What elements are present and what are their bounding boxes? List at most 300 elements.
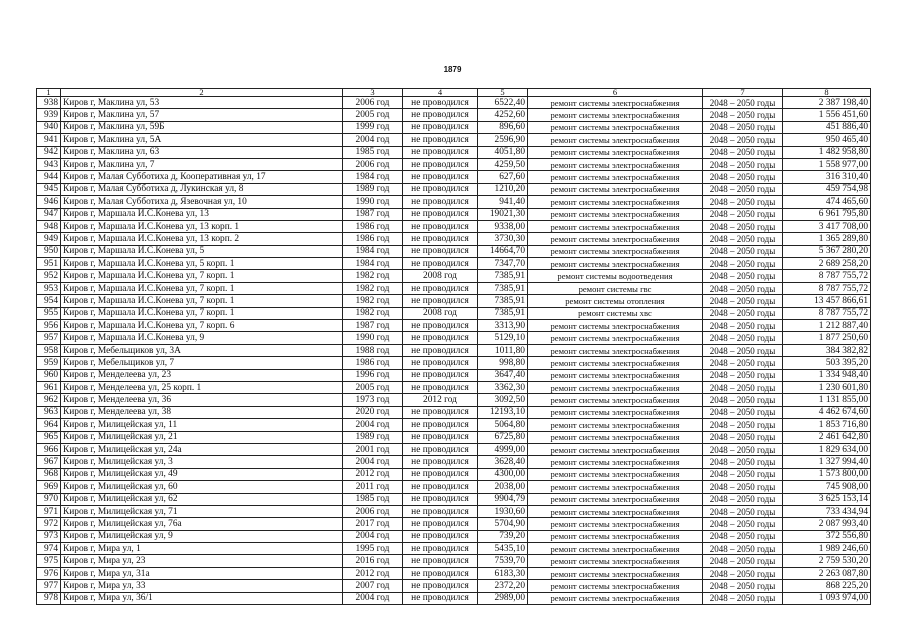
total-area-cell: 9904,79 [478,493,528,505]
table-row [37,555,871,567]
header-cell: 8 [783,89,871,97]
work-type-cell: ремонт системы электроснабжения [528,381,703,393]
address-cell: Киров г, Маршала И.С.Конева ул, 7 корп. 1 [61,282,343,294]
estimated-cost-cell: 1 334 948,40 [783,369,871,381]
total-area-cell: 14664,70 [478,245,528,257]
total-area-cell: 4259,50 [478,158,528,170]
total-area-cell: 3730,30 [478,233,528,245]
total-area-cell: 1210,20 [478,183,528,195]
planned-period-cell: 2048 – 2050 годы [703,530,783,542]
year-built-cell: 2001 год [343,443,403,455]
work-type-cell: ремонт системы электроснабжения [528,357,703,369]
table-row [37,320,871,332]
row-number-cell: 960 [37,369,61,381]
last-repair-year-cell: не проводился [403,592,478,604]
estimated-cost-cell: 1 093 974,00 [783,592,871,604]
planned-period-cell: 2048 – 2050 годы [703,146,783,158]
table-row [37,357,871,369]
year-built-cell: 1988 год [343,344,403,356]
work-type-cell: ремонт системы электроснабжения [528,146,703,158]
year-built-cell: 2004 год [343,456,403,468]
estimated-cost-cell: 2 263 087,80 [783,567,871,579]
year-built-cell: 2004 год [343,134,403,146]
work-type-cell: ремонт системы электроснабжения [528,220,703,232]
year-built-cell: 2017 год [343,518,403,530]
row-number-cell: 969 [37,481,61,493]
address-cell: Киров г, Милицейская ул, 21 [61,431,343,443]
estimated-cost-cell: 8 787 755,72 [783,307,871,319]
table-row [37,134,871,146]
table-body [37,97,871,605]
last-repair-year-cell: не проводился [403,567,478,579]
work-type-cell: ремонт системы электроснабжения [528,233,703,245]
row-number-cell: 950 [37,245,61,257]
total-area-cell: 6183,30 [478,567,528,579]
total-area-cell: 7385,91 [478,307,528,319]
estimated-cost-cell: 1 556 451,60 [783,109,871,121]
row-number-cell: 978 [37,592,61,604]
last-repair-year-cell: не проводился [403,419,478,431]
table-row [37,282,871,294]
row-number-cell: 940 [37,121,61,133]
total-area-cell: 1011,80 [478,344,528,356]
work-type-cell: ремонт системы электроснабжения [528,543,703,555]
table-row [37,109,871,121]
row-number-cell: 976 [37,567,61,579]
total-area-cell: 6725,80 [478,431,528,443]
row-number-cell: 962 [37,394,61,406]
estimated-cost-cell: 2 461 642,80 [783,431,871,443]
planned-period-cell: 2048 – 2050 годы [703,518,783,530]
table-row [37,456,871,468]
row-number-cell: 961 [37,381,61,393]
planned-period-cell: 2048 – 2050 годы [703,171,783,183]
planned-period-cell: 2048 – 2050 годы [703,196,783,208]
address-cell: Киров г, Маклина ул, 53 [61,97,343,109]
row-number-cell: 968 [37,468,61,480]
row-number-cell: 945 [37,183,61,195]
estimated-cost-cell: 5 367 280,20 [783,245,871,257]
work-type-cell: ремонт системы электроснабжения [528,258,703,270]
table-row [37,567,871,579]
work-type-cell: ремонт системы электроснабжения [528,468,703,480]
year-built-cell: 1982 год [343,282,403,294]
last-repair-year-cell: не проводился [403,406,478,418]
address-cell: Киров г, Мира ул, 31а [61,567,343,579]
address-cell: Киров г, Малая Субботиха д, Язевочная ул, 10 [61,196,343,208]
header-cell: 1 [37,89,61,97]
planned-period-cell: 2048 – 2050 годы [703,543,783,555]
row-number-cell: 973 [37,530,61,542]
total-area-cell: 3313,90 [478,320,528,332]
header-cell: 4 [403,89,478,97]
address-cell: Киров г, Мира ул, 23 [61,555,343,567]
planned-period-cell: 2048 – 2050 годы [703,456,783,468]
total-area-cell: 4051,80 [478,146,528,158]
address-cell: Киров г, Менделеева ул, 25 корп. 1 [61,381,343,393]
address-cell: Киров г, Менделеева ул, 23 [61,369,343,381]
work-type-cell: ремонт системы электроснабжения [528,456,703,468]
last-repair-year-cell: не проводился [403,357,478,369]
estimated-cost-cell: 8 787 755,72 [783,282,871,294]
work-type-cell: ремонт системы электроснабжения [528,344,703,356]
row-number-cell: 970 [37,493,61,505]
year-built-cell: 1973 год [343,394,403,406]
last-repair-year-cell: не проводился [403,543,478,555]
header-cell: 5 [478,89,528,97]
estimated-cost-cell: 2 759 530,20 [783,555,871,567]
address-cell: Киров г, Мира ул, 33 [61,580,343,592]
year-built-cell: 1990 год [343,196,403,208]
address-cell: Киров г, Милицейская ул, 60 [61,481,343,493]
table-row [37,468,871,480]
total-area-cell: 739,20 [478,530,528,542]
last-repair-year-cell: не проводился [403,158,478,170]
total-area-cell: 5064,80 [478,419,528,431]
work-type-cell: ремонт системы электроснабжения [528,320,703,332]
work-type-cell: ремонт системы электроснабжения [528,505,703,517]
planned-period-cell: 2048 – 2050 годы [703,369,783,381]
total-area-cell: 941,40 [478,196,528,208]
row-number-cell: 939 [37,109,61,121]
estimated-cost-cell: 384 382,82 [783,344,871,356]
planned-period-cell: 2048 – 2050 годы [703,505,783,517]
year-built-cell: 1989 год [343,183,403,195]
year-built-cell: 1986 год [343,357,403,369]
total-area-cell: 7347,70 [478,258,528,270]
planned-period-cell: 2048 – 2050 годы [703,258,783,270]
last-repair-year-cell: не проводился [403,344,478,356]
work-type-cell: ремонт системы электроснабжения [528,121,703,133]
estimated-cost-cell: 6 961 795,80 [783,208,871,220]
address-cell: Киров г, Маклина ул, 7 [61,158,343,170]
year-built-cell: 2004 год [343,592,403,604]
planned-period-cell: 2048 – 2050 годы [703,468,783,480]
last-repair-year-cell: не проводился [403,456,478,468]
table-row [37,543,871,555]
total-area-cell: 12193,10 [478,406,528,418]
address-cell: Киров г, Маршала И.С.Конева ул, 7 корп. 1 [61,295,343,307]
row-number-cell: 956 [37,320,61,332]
planned-period-cell: 2048 – 2050 годы [703,406,783,418]
last-repair-year-cell: не проводился [403,171,478,183]
work-type-cell: ремонт системы электроснабжения [528,97,703,109]
estimated-cost-cell: 474 465,60 [783,196,871,208]
work-type-cell: ремонт системы электроснабжения [528,431,703,443]
address-cell: Киров г, Маклина ул, 57 [61,109,343,121]
page-number: 1879 [443,65,462,74]
year-built-cell: 2005 год [343,381,403,393]
row-number-cell: 965 [37,431,61,443]
address-cell: Киров г, Мира ул, 36/1 [61,592,343,604]
total-area-cell: 5704,90 [478,518,528,530]
table-row [37,493,871,505]
total-area-cell: 3362,30 [478,381,528,393]
planned-period-cell: 2048 – 2050 годы [703,158,783,170]
table-row [37,220,871,232]
total-area-cell: 7385,91 [478,295,528,307]
estimated-cost-cell: 1 573 800,00 [783,468,871,480]
year-built-cell: 2006 год [343,158,403,170]
work-type-cell: ремонт системы электроснабжения [528,592,703,604]
row-number-cell: 942 [37,146,61,158]
address-cell: Киров г, Милицейская ул, 76а [61,518,343,530]
row-number-cell: 951 [37,258,61,270]
table-row [37,530,871,542]
year-built-cell: 2012 год [343,567,403,579]
last-repair-year-cell: не проводился [403,282,478,294]
last-repair-year-cell: не проводился [403,295,478,307]
planned-period-cell: 2048 – 2050 годы [703,555,783,567]
table-row [37,443,871,455]
planned-period-cell: 2048 – 2050 годы [703,97,783,109]
estimated-cost-cell: 372 556,80 [783,530,871,542]
row-number-cell: 943 [37,158,61,170]
planned-period-cell: 2048 – 2050 годы [703,208,783,220]
repair-schedule-table [36,88,871,605]
planned-period-cell: 2048 – 2050 годы [703,493,783,505]
year-built-cell: 1987 год [343,208,403,220]
header-cell: 6 [528,89,703,97]
address-cell: Киров г, Милицейская ул, 11 [61,419,343,431]
total-area-cell: 1930,60 [478,505,528,517]
work-type-cell: ремонт системы электроснабжения [528,208,703,220]
work-type-cell: ремонт системы водоотведения [528,270,703,282]
last-repair-year-cell: 2008 год [403,307,478,319]
planned-period-cell: 2048 – 2050 годы [703,481,783,493]
year-built-cell: 2012 год [343,468,403,480]
last-repair-year-cell: не проводился [403,121,478,133]
estimated-cost-cell: 1 558 977,00 [783,158,871,170]
table-header-row [37,89,871,97]
table-row [37,381,871,393]
address-cell: Киров г, Маршала И.С.Конева ул, 7 корп. 1 [61,307,343,319]
total-area-cell: 9338,00 [478,220,528,232]
last-repair-year-cell: не проводился [403,320,478,332]
address-cell: Киров г, Милицейская ул, 9 [61,530,343,542]
estimated-cost-cell: 1 829 634,00 [783,443,871,455]
planned-period-cell: 2048 – 2050 годы [703,134,783,146]
last-repair-year-cell: не проводился [403,183,478,195]
address-cell: Киров г, Мебельщиков ул, 7 [61,357,343,369]
last-repair-year-cell: не проводился [403,220,478,232]
last-repair-year-cell: не проводился [403,208,478,220]
table-row [37,183,871,195]
table-row [37,332,871,344]
year-built-cell: 1996 год [343,369,403,381]
table-row [37,158,871,170]
total-area-cell: 4300,00 [478,468,528,480]
last-repair-year-cell: не проводился [403,505,478,517]
row-number-cell: 975 [37,555,61,567]
table-row [37,270,871,282]
last-repair-year-cell: не проводился [403,518,478,530]
row-number-cell: 967 [37,456,61,468]
total-area-cell: 5129,10 [478,332,528,344]
table-row [37,121,871,133]
table-row [37,505,871,517]
planned-period-cell: 2048 – 2050 годы [703,332,783,344]
year-built-cell: 1995 год [343,543,403,555]
estimated-cost-cell: 1 853 716,80 [783,419,871,431]
last-repair-year-cell: не проводился [403,580,478,592]
planned-period-cell: 2048 – 2050 годы [703,270,783,282]
work-type-cell: ремонт системы электроснабжения [528,196,703,208]
planned-period-cell: 2048 – 2050 годы [703,307,783,319]
year-built-cell: 1987 год [343,320,403,332]
year-built-cell: 2004 год [343,419,403,431]
table-row [37,580,871,592]
planned-period-cell: 2048 – 2050 годы [703,295,783,307]
work-type-cell: ремонт системы электроснабжения [528,493,703,505]
address-cell: Киров г, Маршала И.С.Конева ул, 13 корп. 2 [61,233,343,245]
row-number-cell: 971 [37,505,61,517]
row-number-cell: 946 [37,196,61,208]
work-type-cell: ремонт системы электроснабжения [528,369,703,381]
planned-period-cell: 2048 – 2050 годы [703,344,783,356]
work-type-cell: ремонт системы отопления [528,295,703,307]
year-built-cell: 1990 год [343,332,403,344]
estimated-cost-cell: 316 310,40 [783,171,871,183]
estimated-cost-cell: 2 689 258,20 [783,258,871,270]
last-repair-year-cell: не проводился [403,109,478,121]
estimated-cost-cell: 1 131 855,00 [783,394,871,406]
total-area-cell: 3092,50 [478,394,528,406]
last-repair-year-cell: не проводился [403,97,478,109]
row-number-cell: 964 [37,419,61,431]
total-area-cell: 3628,40 [478,456,528,468]
last-repair-year-cell: не проводился [403,245,478,257]
estimated-cost-cell: 8 787 755,72 [783,270,871,282]
estimated-cost-cell: 3 417 708,00 [783,220,871,232]
planned-period-cell: 2048 – 2050 годы [703,109,783,121]
row-number-cell: 948 [37,220,61,232]
work-type-cell: ремонт системы электроснабжения [528,419,703,431]
year-built-cell: 2006 год [343,505,403,517]
estimated-cost-cell: 459 754,98 [783,183,871,195]
year-built-cell: 2007 год [343,580,403,592]
year-built-cell: 1985 год [343,146,403,158]
planned-period-cell: 2048 – 2050 годы [703,381,783,393]
address-cell: Киров г, Маршала И.С.Конева ул, 5 корп. 1 [61,258,343,270]
table-row [37,146,871,158]
table-row [37,258,871,270]
last-repair-year-cell: не проводился [403,431,478,443]
estimated-cost-cell: 1 327 994,40 [783,456,871,468]
planned-period-cell: 2048 – 2050 годы [703,394,783,406]
row-number-cell: 974 [37,543,61,555]
row-number-cell: 941 [37,134,61,146]
last-repair-year-cell: не проводился [403,555,478,567]
total-area-cell: 4999,00 [478,443,528,455]
work-type-cell: ремонт системы электроснабжения [528,109,703,121]
row-number-cell: 944 [37,171,61,183]
estimated-cost-cell: 1 482 958,80 [783,146,871,158]
year-built-cell: 1986 год [343,233,403,245]
row-number-cell: 977 [37,580,61,592]
row-number-cell: 954 [37,295,61,307]
row-number-cell: 953 [37,282,61,294]
estimated-cost-cell: 2 387 198,40 [783,97,871,109]
address-cell: Киров г, Милицейская ул, 24а [61,443,343,455]
estimated-cost-cell: 13 457 866,61 [783,295,871,307]
total-area-cell: 7385,91 [478,270,528,282]
address-cell: Киров г, Мебельщиков ул, 3А [61,344,343,356]
table-row [37,171,871,183]
last-repair-year-cell: не проводился [403,468,478,480]
year-built-cell: 1982 год [343,307,403,319]
work-type-cell: ремонт системы электроснабжения [528,406,703,418]
year-built-cell: 1982 год [343,270,403,282]
row-number-cell: 957 [37,332,61,344]
total-area-cell: 2596,90 [478,134,528,146]
table-row [37,307,871,319]
year-built-cell: 2016 год [343,555,403,567]
address-cell: Киров г, Менделеева ул, 38 [61,406,343,418]
total-area-cell: 2038,00 [478,481,528,493]
table-row [37,431,871,443]
last-repair-year-cell: не проводился [403,493,478,505]
row-number-cell: 938 [37,97,61,109]
last-repair-year-cell: не проводился [403,233,478,245]
work-type-cell: ремонт системы электроснабжения [528,481,703,493]
total-area-cell: 19021,30 [478,208,528,220]
work-type-cell: ремонт системы электроснабжения [528,530,703,542]
last-repair-year-cell: не проводился [403,381,478,393]
estimated-cost-cell: 1 212 887,40 [783,320,871,332]
table-row [37,233,871,245]
table-row [37,406,871,418]
estimated-cost-cell: 4 462 674,60 [783,406,871,418]
work-type-cell: ремонт системы электроснабжения [528,443,703,455]
table-row [37,196,871,208]
estimated-cost-cell: 745 908,00 [783,481,871,493]
estimated-cost-cell: 1 230 601,80 [783,381,871,393]
estimated-cost-cell: 451 886,40 [783,121,871,133]
last-repair-year-cell: не проводился [403,481,478,493]
planned-period-cell: 2048 – 2050 годы [703,220,783,232]
row-number-cell: 958 [37,344,61,356]
table-row [37,394,871,406]
total-area-cell: 6522,40 [478,97,528,109]
last-repair-year-cell: не проводился [403,258,478,270]
address-cell: Киров г, Милицейская ул, 3 [61,456,343,468]
planned-period-cell: 2048 – 2050 годы [703,282,783,294]
work-type-cell: ремонт системы гвс [528,282,703,294]
address-cell: Киров г, Маршала И.С.Конева ул, 5 [61,245,343,257]
year-built-cell: 1984 год [343,245,403,257]
planned-period-cell: 2048 – 2050 годы [703,592,783,604]
total-area-cell: 3647,40 [478,369,528,381]
last-repair-year-cell: 2012 год [403,394,478,406]
year-built-cell: 1985 год [343,493,403,505]
row-number-cell: 947 [37,208,61,220]
planned-period-cell: 2048 – 2050 годы [703,245,783,257]
planned-period-cell: 2048 – 2050 годы [703,183,783,195]
row-number-cell: 963 [37,406,61,418]
work-type-cell: ремонт системы хвс [528,307,703,319]
address-cell: Киров г, Маклина ул, 63 [61,146,343,158]
estimated-cost-cell: 733 434,94 [783,505,871,517]
total-area-cell: 896,60 [478,121,528,133]
planned-period-cell: 2048 – 2050 годы [703,121,783,133]
work-type-cell: ремонт системы электроснабжения [528,518,703,530]
address-cell: Киров г, Менделеева ул, 36 [61,394,343,406]
work-type-cell: ремонт системы электроснабжения [528,245,703,257]
year-built-cell: 1984 год [343,258,403,270]
planned-period-cell: 2048 – 2050 годы [703,567,783,579]
year-built-cell: 1999 год [343,121,403,133]
